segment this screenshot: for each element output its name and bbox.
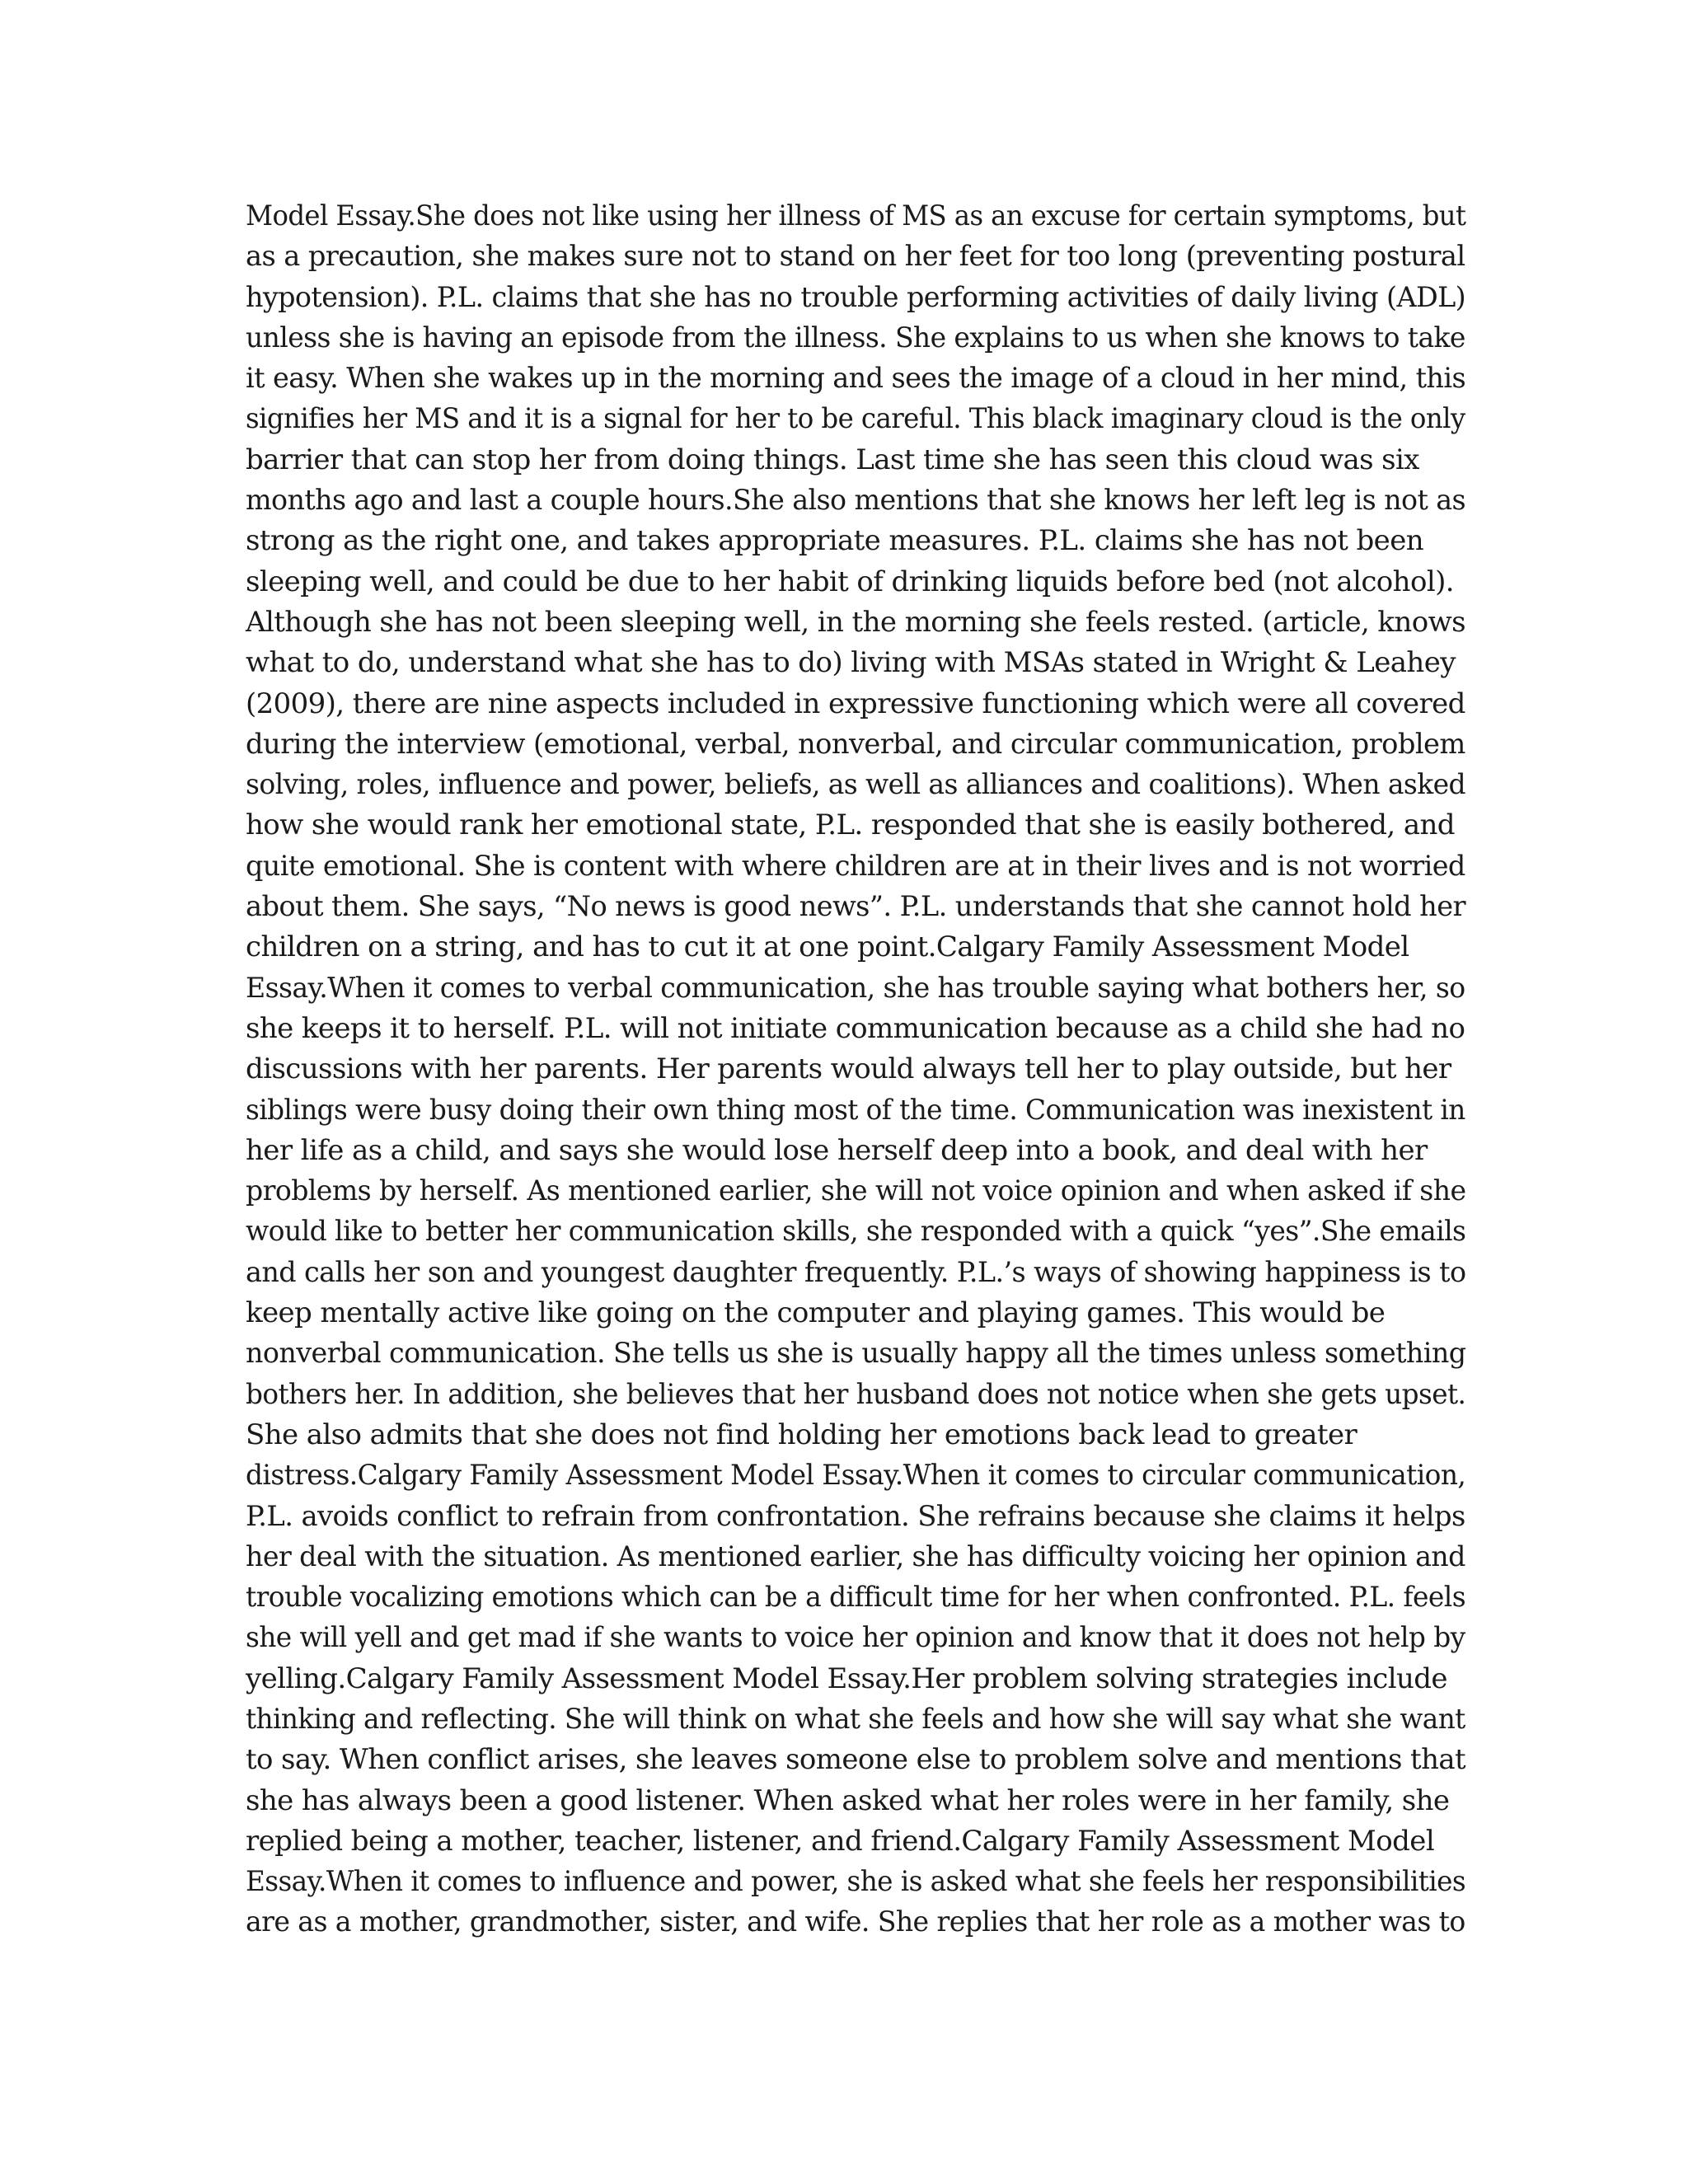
text-line: discussions with her parents. Her parents would always tell her to play outside, but her	[246, 1052, 1451, 1086]
text-line: hypotension). P.L. claims that she has no trouble performing activities of daily living (ADL)	[246, 280, 1466, 314]
text-line: about them. She says, “No news is good news”. P.L. understands that she cannot hold her	[246, 890, 1466, 924]
text-line: as a precaution, she makes sure not to stand on her feet for too long (preventing postural	[246, 240, 1465, 274]
text-line: her deal with the situation. As mentioned earlier, she has difficulty voicing her opinion and	[246, 1540, 1465, 1573]
text-line: to say. When conflict arises, she leaves someone else to problem solve and mentions that	[246, 1743, 1466, 1777]
text-line: siblings were busy doing their own thing most of the time. Communication was inexistent in	[246, 1093, 1465, 1127]
text-line: Although she has not been sleeping well, in the morning she feels rested. (article, knows	[246, 605, 1465, 639]
text-line: bothers her. In addition, she believes that her husband does not notice when she gets upset.	[246, 1377, 1466, 1411]
text-line: problems by herself. As mentioned earlier, she will not voice opinion and when asked if she	[246, 1174, 1466, 1208]
text-line: Essay.When it comes to verbal communication, she has trouble saying what bothers her, so	[246, 971, 1465, 1005]
text-line: would like to better her communication skills, she responded with a quick “yes”.She emails	[246, 1215, 1466, 1249]
text-line: are as a mother, grandmother, sister, and wife. She replies that her role as a mother was to	[246, 1905, 1465, 1939]
text-line: Essay.When it comes to influence and power, she is asked what she feels her responsibilities	[246, 1865, 1466, 1899]
text-line: she has always been a good listener. When asked what her roles were in her family, she	[246, 1783, 1450, 1817]
text-line: barrier that can stop her from doing things. Last time she has seen this cloud was six	[246, 443, 1419, 476]
text-line: keep mentally active like going on the computer and playing games. This would be	[246, 1296, 1386, 1330]
text-line: how she would rank her emotional state, P.L. responded that she is easily bothered, and	[246, 808, 1455, 842]
text-line: distress.Calgary Family Assessment Model Essay.When it comes to circular communication,	[246, 1459, 1466, 1493]
text-line: trouble vocalizing emotions which can be a difficult time for her when confronted. P.L. feels	[246, 1581, 1466, 1615]
text-line: months ago and last a couple hours.She also mentions that she knows her left leg is not as	[246, 484, 1466, 518]
text-line: solving, roles, influence and power, beliefs, as well as alliances and coalitions). When asked	[246, 768, 1466, 802]
text-line: children on a string, and has to cut it at one point.Calgary Family Assessment Model	[246, 930, 1409, 964]
text-line: thinking and reflecting. She will think on what she feels and how she will say what she want	[246, 1702, 1465, 1736]
text-line: yelling.Calgary Family Assessment Model Essay.Her problem solving strategies include	[246, 1661, 1447, 1695]
essay-body	[246, 196, 1465, 1943]
text-line: her life as a child, and says she would lose herself deep into a book, and deal with her	[246, 1133, 1428, 1167]
text-line: P.L. avoids conflict to refrain from confrontation. She refrains because she claims it helps	[246, 1499, 1465, 1533]
text-line: strong as the right one, and takes appropriate measures. P.L. claims she has not been	[246, 524, 1424, 558]
text-line: replied being a mother, teacher, listener, and friend.Calgary Family Assessment Model	[246, 1824, 1435, 1858]
text-line: sleeping well, and could be due to her habit of drinking liquids before bed (not alcohol).	[246, 565, 1454, 598]
text-line: quite emotional. She is content with where children are at in their lives and is not worried	[246, 849, 1465, 883]
text-line: She also admits that she does not find holding her emotions back lead to greater	[246, 1418, 1357, 1451]
text-line: during the interview (emotional, verbal, nonverbal, and circular communication, problem	[246, 727, 1465, 761]
text-line: she will yell and get mad if she wants to voice her opinion and know that it does not help by	[246, 1621, 1465, 1655]
text-line: Model Essay.She does not like using her illness of MS as an excuse for certain symptoms, but	[246, 199, 1466, 232]
text-line: nonverbal communication. She tells us she is usually happy all the times unless something	[246, 1337, 1466, 1371]
text-line: unless she is having an episode from the illness. She explains to us when she knows to take	[246, 321, 1465, 354]
text-line: she keeps it to herself. P.L. will not initiate communication because as a child she had no	[246, 1011, 1465, 1045]
text-line: signifies her MS and it is a signal for her to be careful. This black imaginary cloud is the only	[246, 402, 1465, 436]
text-line: (2009), there are nine aspects included in expressive functioning which were all covered	[246, 687, 1465, 720]
text-line: and calls her son and youngest daughter frequently. P.L.’s ways of showing happiness is to	[246, 1255, 1466, 1289]
text-line: what to do, understand what she has to do) living with MSAs stated in Wright & Leahey	[246, 646, 1456, 680]
text-line: it easy. When she wakes up in the morning and sees the image of a cloud in her mind, this	[246, 362, 1466, 396]
